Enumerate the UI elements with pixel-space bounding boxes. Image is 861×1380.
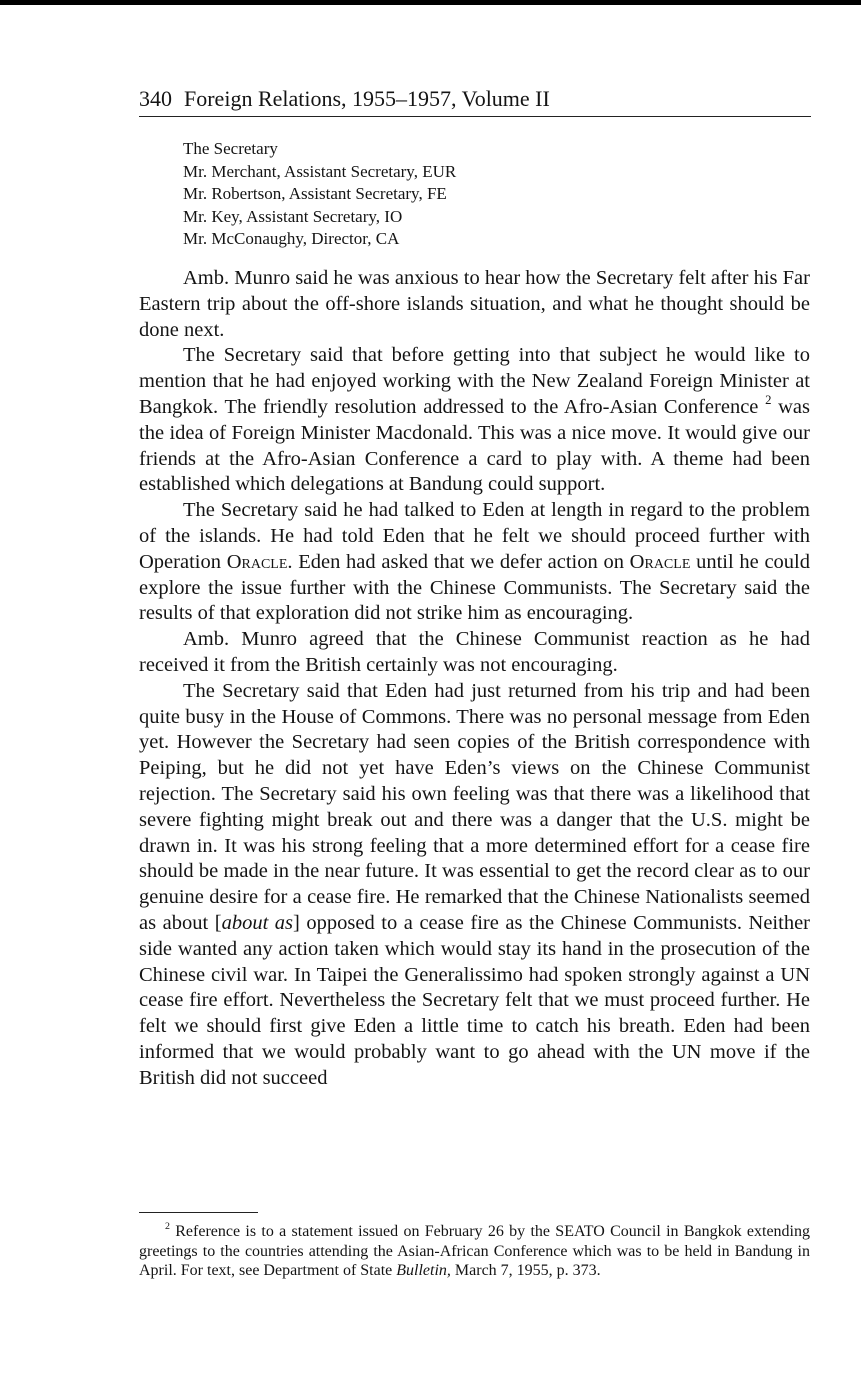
operation-name: Oracle: [226, 550, 288, 573]
paragraph-text: . Eden had asked that we defer action on: [287, 550, 630, 573]
footnote-text: [139, 1222, 810, 1281]
page-number: 340: [139, 86, 172, 111]
footnote-marker: 2: [165, 1220, 170, 1232]
paragraph-text: until he could explore the issue further with the Chinese Communists. The Secretary said the results of that exploration did not strike him as encouraging.: [139, 550, 810, 625]
attendee: Mr. Robertson, Assistant Secretary, FE: [183, 184, 447, 203]
paragraph: [139, 498, 810, 627]
paragraph: [139, 343, 810, 498]
footnote-body: Reference is to a statement issued on February 26 by the SEATO Council in Bangkok extending greetings to the countries attending the Asian-African Conference which was to be held in Bandung in April. For text, see Department of State: [139, 1223, 810, 1279]
paragraph-text: The Secretary said that before getting into that subject he would like to mention that he had enjoyed working with the New Zealand Foreign Minister at Bangkok. The friendly resolution addressed to the Afro-Asian Conference: [139, 344, 810, 418]
paragraph-text: ] opposed to a cease fire as the Chinese Communists. Neither side wanted any action taken which would stay its hand in the prosecution of the Chinese civil war. In Taipei the Generalissimo had spoken strongly against a UN cease fire effort. Nevertheless the Secretary felt that we must proceed further. He felt we should first give Eden a little time to catch his breath. Eden had been informed that we would probably want to go ahead with the UN move if the British did not succeed: [139, 911, 810, 1089]
attendee: Mr. McConaughy, Director, CA: [183, 229, 400, 248]
footnote-body: March 7, 1955, p. 373.: [450, 1262, 601, 1279]
paragraph: Amb. Munro agreed that the Chinese Communist reaction as he had received it from the British certainly was not encouraging.: [139, 628, 810, 676]
editorial-correction: about as: [221, 911, 294, 934]
footnote: [139, 1222, 810, 1281]
attendee: Mr. Key, Assistant Secretary, IO: [183, 206, 403, 226]
running-header: [139, 86, 811, 117]
footnote-reference[interactable]: 2: [765, 392, 772, 407]
attendee-list: [183, 138, 803, 251]
paragraph: Amb. Munro said he was anxious to hear how the Secretary felt after his Far Eastern trip about the off-shore islands situation, and what he thought should be done next.: [139, 267, 810, 341]
paragraph-text: The Secretary said he had talked to Eden at length in regard to the problem of the islands. He had told Eden that he felt we should proceed further with Operation: [139, 499, 810, 573]
memorandum-body: [139, 266, 810, 1092]
paragraph: [139, 679, 810, 1092]
attendee: Mr. Merchant, Assistant Secretary, EUR: [183, 161, 457, 181]
operation-name: Oracle: [629, 550, 691, 573]
attendee: The Secretary: [183, 139, 278, 158]
publication-title: Bulletin,: [396, 1262, 451, 1279]
running-title: Foreign Relations, 1955–1957, Volume II: [184, 86, 550, 111]
footnote-rule: [139, 1212, 258, 1213]
scan-top-border: [0, 0, 861, 5]
paragraph-text: was the idea of Foreign Minister Macdonald. This was a nice move. It would give our friends at the Afro-Asian Conference a card to play with. A theme had been established which delegations at Bandung could support.: [139, 395, 810, 496]
paragraph-text: The Secretary said that Eden had just returned from his trip and had been quite busy in the House of Commons. There was no personal message from Eden yet. However the Secretary had seen copies of the British correspondence with Peiping, but he did not yet have Eden’s views on the Chinese Communist rejection. The Secretary said his own feeling was that there was a likelihood that severe fighting might break out and there was a danger that the U.S. might be drawn in. It was his strong feeling that a more determined effort for a cease fire should be made in the near future. It was essential to get the record clear as to our genuine desire for a cease fire. He remarked that the Chinese Nationalists seemed as about [: [139, 679, 810, 934]
